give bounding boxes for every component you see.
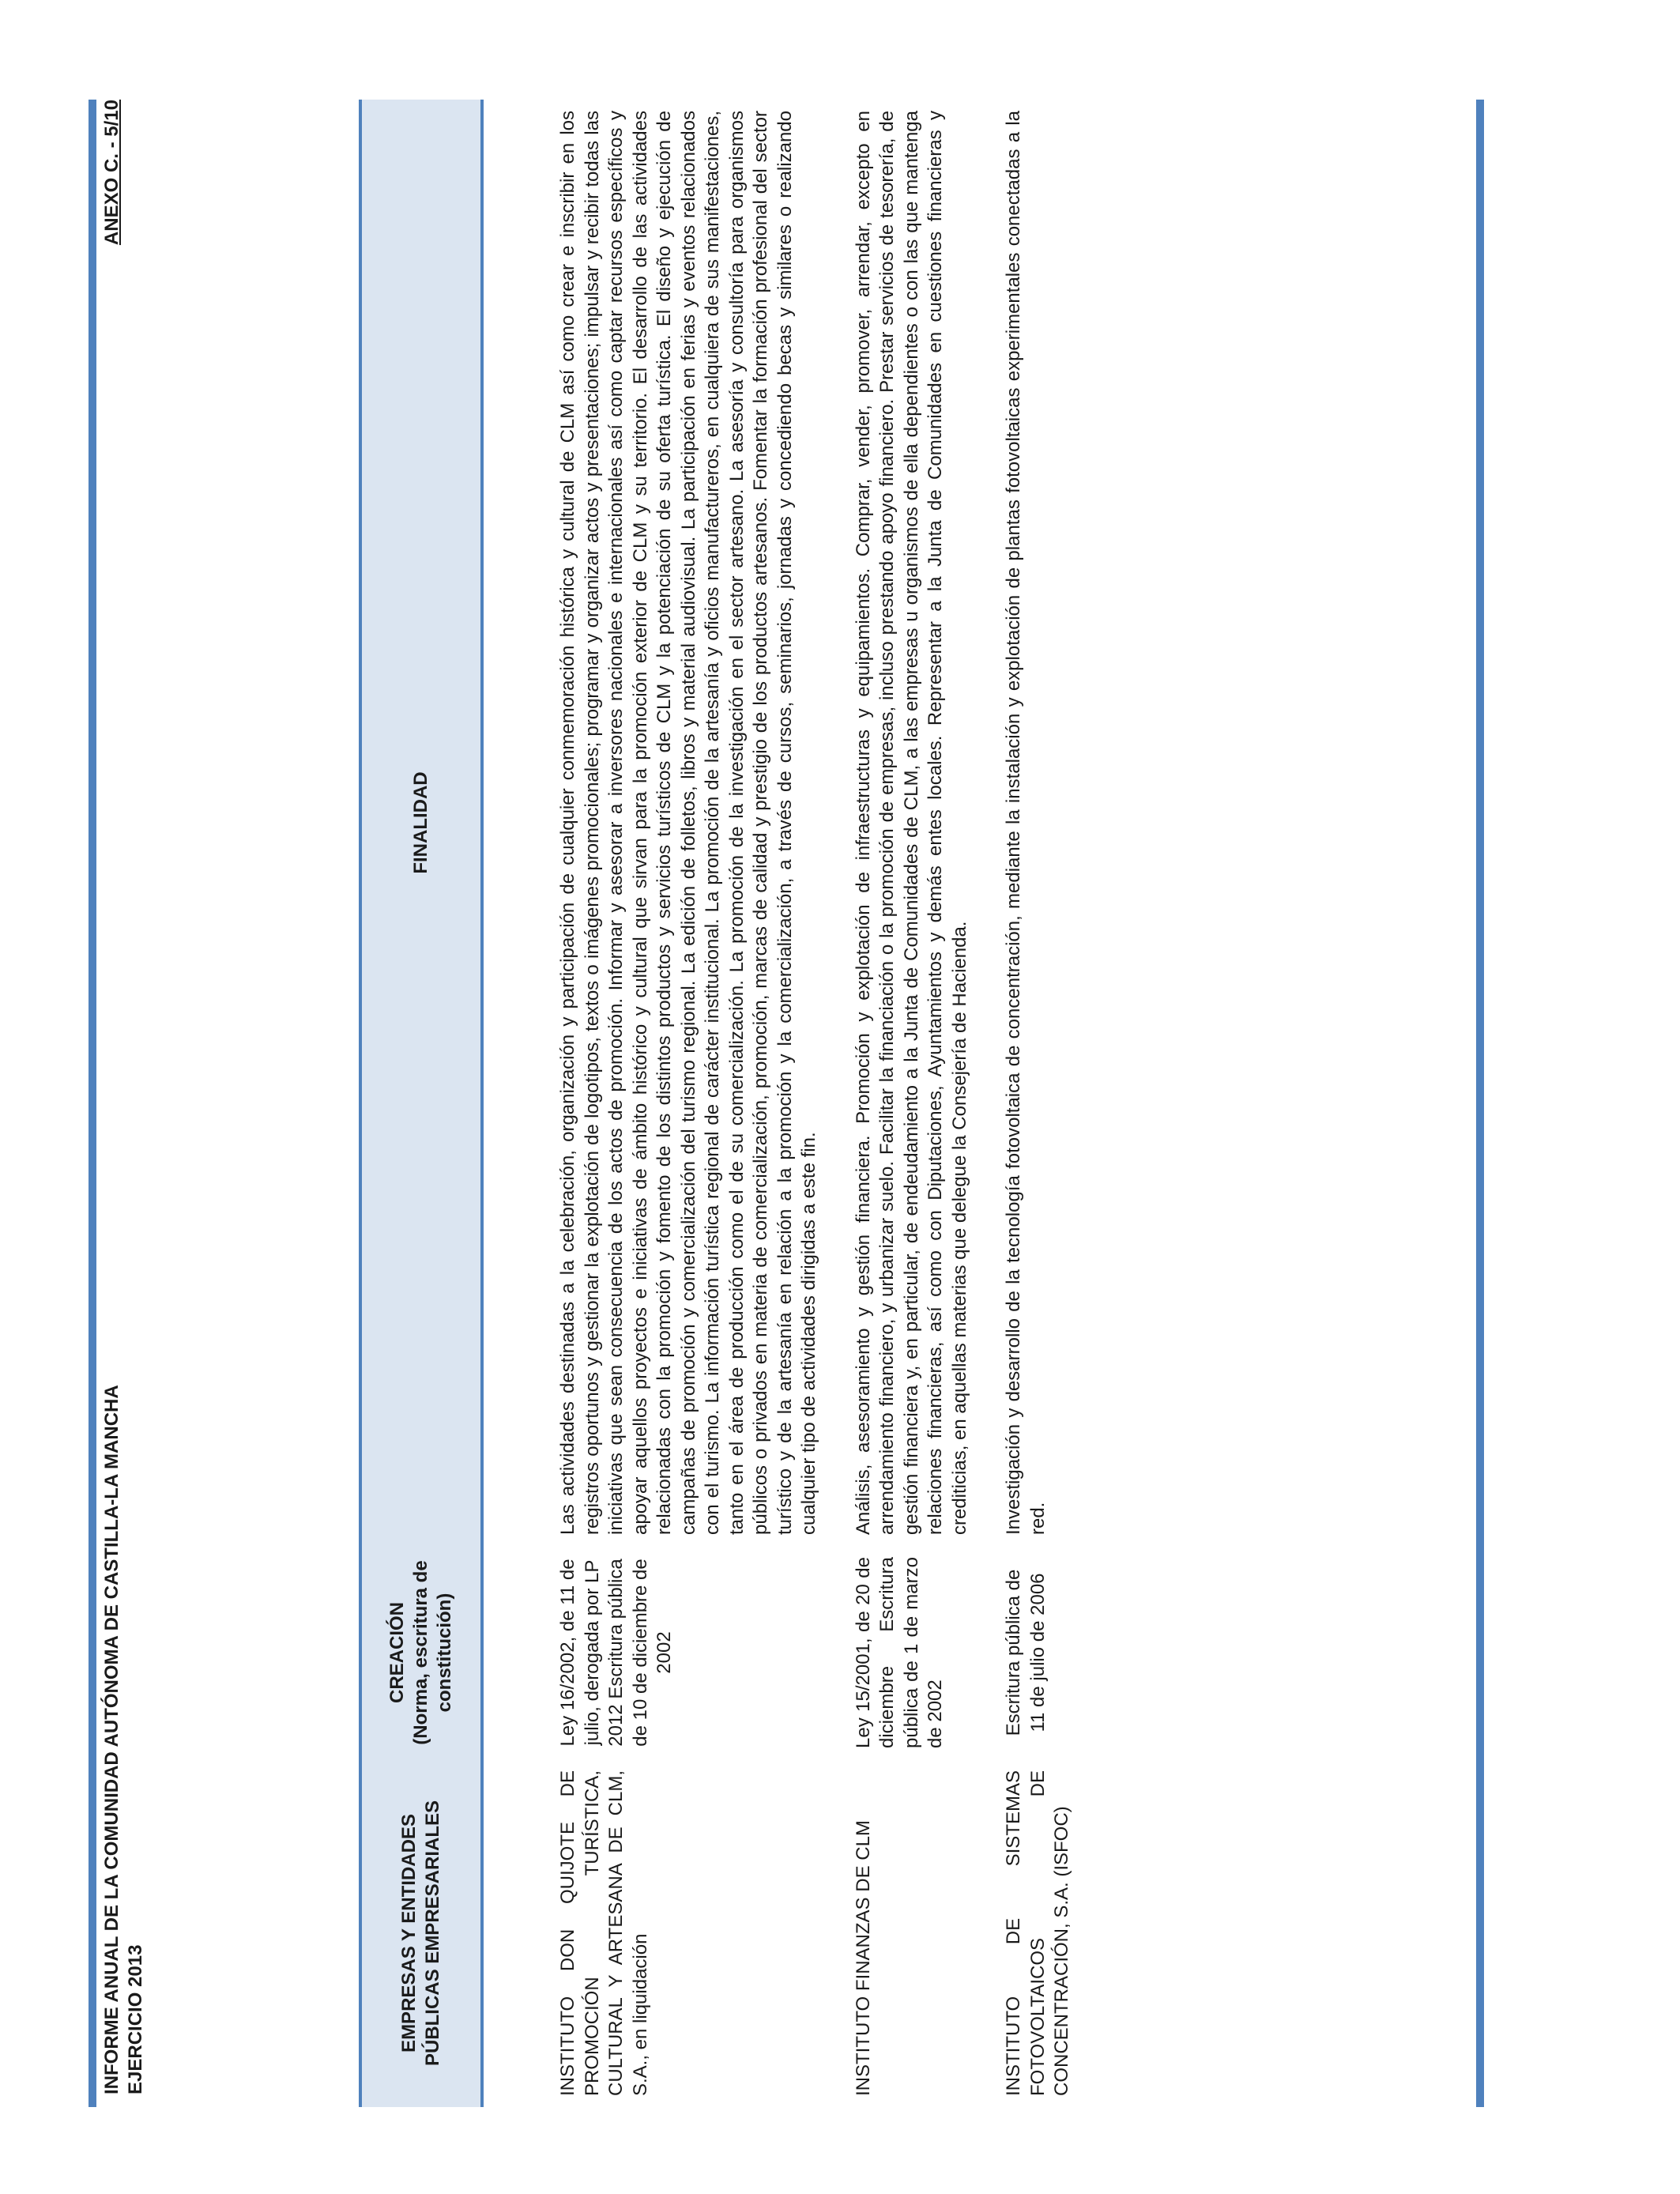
column-header-creacion-title: CREACIÓN — [386, 1602, 408, 1704]
table-header-row — [360, 100, 482, 2107]
column-header-creacion — [360, 1546, 482, 1759]
top-rule — [89, 100, 96, 2107]
entity-cell: INSTITUTO DE SISTEMAS FOTOVOLTAICOS DE CONCENTRACIÓN, S.A. (ISFOC) — [1003, 1770, 1072, 2096]
report-header — [100, 1385, 148, 2094]
finalidad-cell: Las actividades destinadas a la celebración, organización y participación de cualquier conmemoración histórica y cultural de CLM así como crear e inscribir en los registros oportunos y gestionar la explotación de logotipos, textos o imágenes promocionales; programar y organizar actos y presentaciones; impulsar y recibir todas las iniciativas que sean consecuencia de los actos de promoción. Informar y asesorar a inversores nacionales e internacionales así como captar recursos específicos y apoyar aquellos proyectos e iniciativas de ámbito histórico y cultural que sirvan para la promoción exterior de CLM y su territorio. El desarrollo de las actividades relacionadas con la promoción y fomento de los distintos productos y servicios turísticos de CLM y la potenciación de su oferta turística. El diseño y ejecución de campañas de promoción y comercialización del turismo regional. La edición de folletos, libros y material audiovisual. La participación en ferias y eventos relacionados con el turismo. La información turística regional de carácter institucional. La promoción de la artesanía y oficios manufactureros, en cualquiera de sus manifestaciones, tanto en el área de producción como el de su comercialización. La promoción de la investigación en el sector artesano. La asesoría y consultoría para organismos públicos o privados en materia de comercialización, promoción, marcas de calidad y prestigio de los productos artesanos. Fomentar la formación profesional del sector turístico y de la artesanía en relación a la promoción y la comercialización, a través de cursos, seminarios, jornadas y concediendo becas y similares o realizando cualquier tipo de actividades dirigidas a este fin. — [557, 111, 819, 1535]
table-row — [542, 100, 838, 2107]
table-row — [988, 100, 1090, 2107]
column-header-finalidad: FINALIDAD — [360, 100, 482, 1546]
finalidad-cell: Investigación y desarrollo de la tecnología fotovoltaica de concentración, mediante la instalación y explotación de plantas fotovoltaicas experimentales conectadas a la red. — [1003, 111, 1049, 1535]
finalidad-cell: Análisis, asesoramiento y gestión financiera. Promoción y explotación de infraestructuras y equipamientos. Comprar, vender, promover, arrendar, excepto en arrendamiento financiero, y urbanizar suelo. Facilitar la financiación o la promoción de empresas, incluso prestando apoyo financiero. Prestar servicios de tesorería, de gestión financiera y, en particular, de endeudamiento a la Junta de Comunidades de CLM, a las empresas u organismos de ella dependientes o con las que mantenga relaciones financieras, así como con Diputaciones, Ayuntamientos y demás entes locales. Representar a la Junta de Comunidades en cuestiones financieras y crediticias, en aquellas materias que delegue la Consejería de Hacienda. — [852, 111, 970, 1535]
spacer-cell — [482, 100, 542, 2107]
bottom-rule — [1476, 100, 1484, 2107]
table-spacer — [482, 100, 542, 2107]
creacion-cell: Escritura pública de 11 de julio de 2006 — [1003, 1569, 1049, 1736]
creacion-cell: Ley 15/2001, de 20 de diciembre Escritura pública de 1 de marzo de 2002 — [852, 1557, 946, 1748]
entity-cell: INSTITUTO DON QUIJOTE DE PROMOCIÓN TURÍSTICA, CULTURAL Y ARTESANA DE CLM, S.A., en liquidación — [557, 1770, 651, 2096]
creacion-cell: Ley 16/2002, de 11 de julio, derogada por LP 2012 Escritura pública de 10 de diciembre de 2002 — [557, 1559, 675, 1747]
annex-label: ANEXO C. - 5/10 — [101, 100, 122, 246]
column-header-creacion-subtitle: (Norma, escritura de constitución) — [410, 1560, 455, 1745]
entities-table — [359, 100, 1090, 2107]
column-header-entity: EMPRESAS Y ENTIDADES PÚBLICAS EMPRESARIALES — [360, 1759, 482, 2107]
entity-cell: INSTITUTO FINANZAS DE CLM — [852, 1820, 874, 2096]
report-year: EJERCICIO 2013 — [125, 1944, 146, 2094]
report-title: INFORME ANUAL DE LA COMUNIDAD AUTÓNOMA DE CASTILLA-LA MANCHA — [101, 1385, 122, 2094]
table-row — [838, 100, 989, 2107]
